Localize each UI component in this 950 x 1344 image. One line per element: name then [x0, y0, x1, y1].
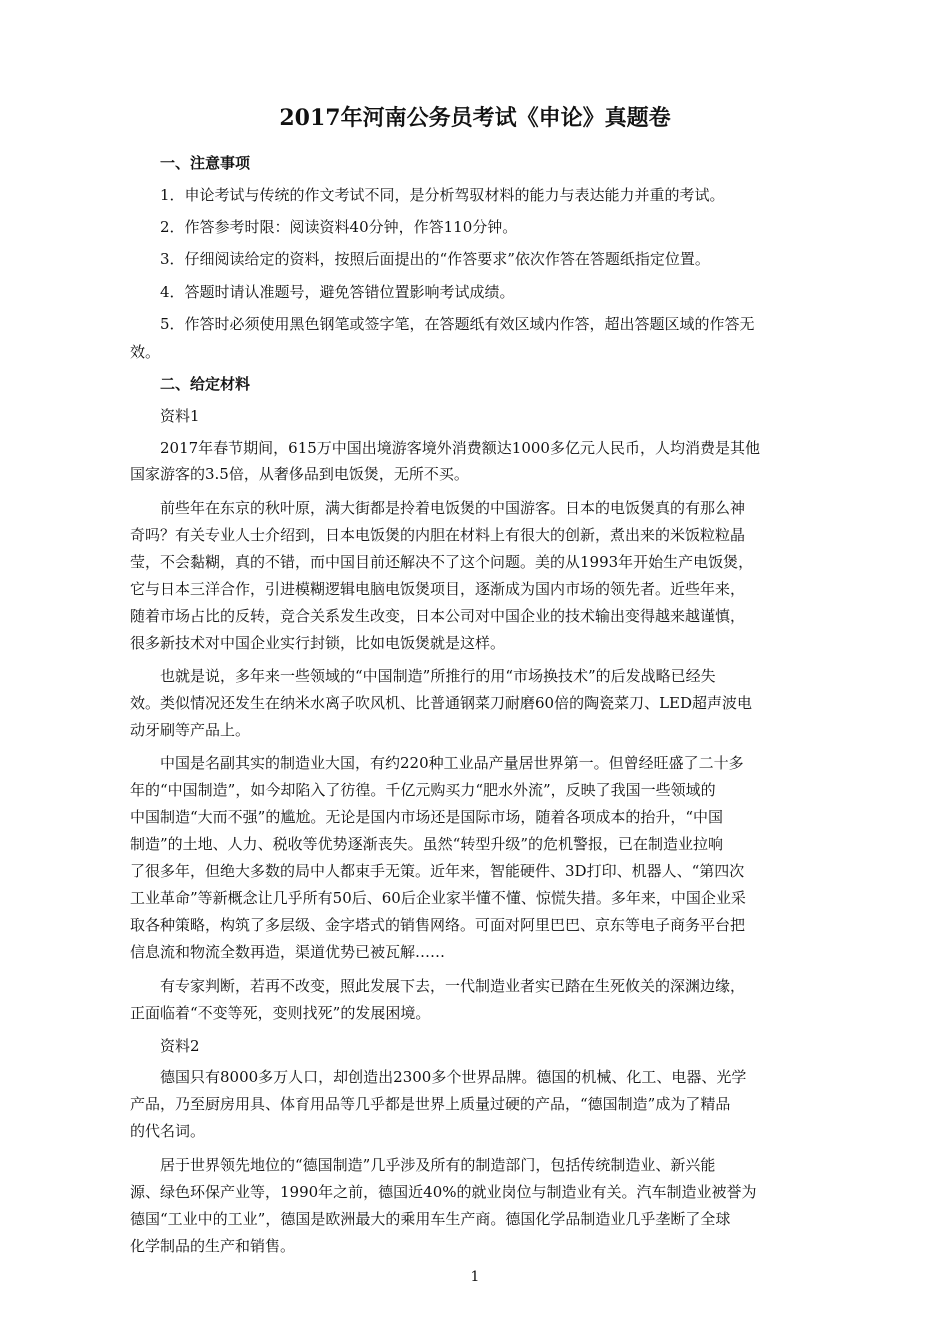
- page-title: 2017年河南公务员考试《申论》真题卷: [279, 105, 671, 131]
- paragraph-line: 随着市场占比的反转，竞合关系发生改变，日本公司对中国企业的技术输出变得越来越谨慎，: [130, 607, 746, 625]
- paragraph-line: 年的“中国制造”，如今却陷入了彷徨。千亿元购买力“肥水外流”，反映了我国一些领域的: [130, 781, 716, 799]
- paragraph-line: 产品，乃至厨房用具、体育用品等几乎都是世界上质量过硬的产品，“德国制造”成为了精品: [130, 1095, 731, 1113]
- paragraph-line: 前些年在东京的秋叶原，满大街都是拎着电饭煲的中国游客。日本的电饭煲真的有那么神: [160, 499, 746, 517]
- paragraph-line: 有专家判断，若再不改变，照此发展下去，一代制造业者实已踏在生死攸关的深渊边缘，: [160, 977, 746, 995]
- paragraph-line: 德国只有8000多万人口，却创造出2300多个世界品牌。德国的机械、化工、电器、光学: [160, 1068, 747, 1086]
- paragraph-line: 2017年春节期间，615万中国出境游客境外消费额达1000多亿元人民币，人均消费是其他: [160, 439, 760, 457]
- paragraph-line: 了很多年，但绝大多数的局中人都束手无策。近年来，智能硬件、3D打印、机器人、“第四次: [130, 862, 745, 880]
- paragraph-line: 它与日本三洋合作，引进模糊逻辑电脑电饭煲项目，逐渐成为国内市场的领先者。近些年来，: [130, 580, 746, 598]
- notice-item: 3．仔细阅读给定的资料，按照后面提出的“作答要求”依次作答在答题纸指定位置。: [160, 250, 710, 268]
- material-label: 资料1: [160, 407, 200, 425]
- notice-item: 4．答题时请认准题号，避免答错位置影响考试成绩。: [160, 283, 515, 301]
- notice-item: 效。: [130, 343, 161, 361]
- paragraph-line: 的代名词。: [130, 1122, 206, 1140]
- paragraph-line: 制造”的土地、人力、税收等优势逐渐丧失。虽然“转型升级”的危机警报，已在制造业拉响: [130, 835, 724, 853]
- notice-item: 2．作答参考时限：阅读资料40分钟，作答110分钟。: [160, 218, 518, 236]
- paragraph-line: 中国是名副其实的制造业大国，有约220种工业品产量居世界第一。但曾经旺盛了二十多: [160, 754, 744, 772]
- paragraph-line: 效。类似情况还发生在纳米水离子吹风机、比普通钢菜刀耐磨60倍的陶瓷菜刀、LED超声波电: [130, 694, 753, 712]
- paragraph-line: 化学制品的生产和销售。: [130, 1237, 296, 1255]
- paragraph-line: 国家游客的3.5倍，从奢侈品到电饭煲，无所不买。: [130, 465, 469, 483]
- notice-heading: 一、注意事项: [160, 154, 251, 172]
- paragraph-line: 工业革命”等新概念让几乎所有50后、60后企业家半懂不懂、惊慌失措。多年来，中国企业采: [130, 889, 746, 907]
- paragraph-line: 莹，不会黏糊，真的不错，而中国目前还解决不了这个问题。美的从1993年开始生产电饭煲，: [130, 553, 754, 571]
- page-number: 1: [470, 1269, 480, 1285]
- paragraph-line: 正面临着“不变等死，变则找死”的发展困境。: [130, 1004, 431, 1022]
- paragraph-line: 源、绿色环保产业等，1990年之前，德国近40%的就业岗位与制造业有关。汽车制造业被誉为: [130, 1183, 757, 1201]
- paragraph-line: 中国制造“大而不强”的尴尬。无论是国内市场还是国际市场，随着各项成本的抬升，“中国: [130, 808, 724, 826]
- material-label: 资料2: [160, 1037, 200, 1055]
- materials-heading: 二、给定材料: [160, 375, 251, 393]
- paragraph-line: 取各种策略，构筑了多层级、金字塔式的销售网络。可面对阿里巴巴、京东等电子商务平台把: [130, 916, 746, 934]
- paragraph-line: 居于世界领先地位的“德国制造”几乎涉及所有的制造部门，包括传统制造业、新兴能: [160, 1156, 716, 1174]
- paragraph-line: 信息流和物流全数再造，渠道优势已被瓦解……: [130, 943, 446, 961]
- paragraph-line: 奇吗？有关专业人士介绍到，日本电饭煲的内胆在材料上有很大的创新，煮出来的米饭粒粒晶: [130, 526, 746, 544]
- paragraph-line: 也就是说，多年来一些领域的“中国制造”所推行的用“市场换技术”的后发战略已经失: [160, 667, 716, 685]
- notice-item: 1．申论考试与传统的作文考试不同，是分析驾驭材料的能力与表达能力并重的考试。: [160, 186, 725, 204]
- notice-item: 5．作答时必须使用黑色钢笔或签字笔，在答题纸有效区域内作答，超出答题区域的作答无: [160, 315, 755, 333]
- paragraph-line: 德国“工业中的工业”，德国是欧洲最大的乘用车生产商。德国化学品制造业几乎垄断了全球: [130, 1210, 731, 1228]
- paragraph-line: 动牙刷等产品上。: [130, 721, 251, 739]
- paragraph-line: 很多新技术对中国企业实行封锁，比如电饭煲就是这样。: [130, 634, 506, 652]
